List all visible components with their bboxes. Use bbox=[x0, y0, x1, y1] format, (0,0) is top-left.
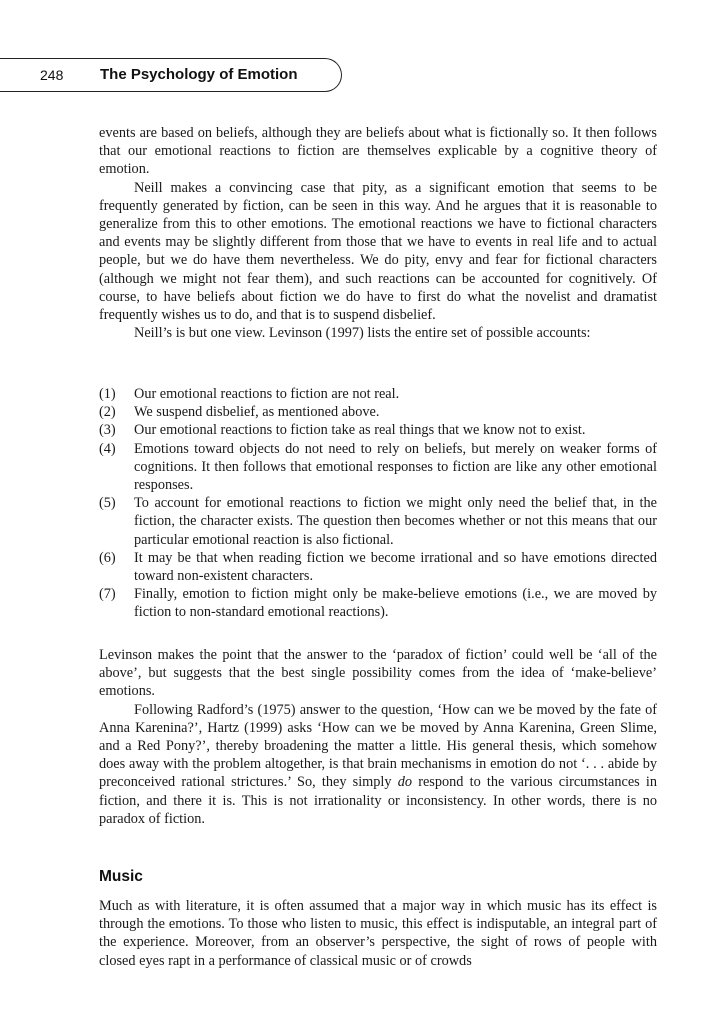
paragraph bbox=[99, 701, 657, 828]
middle-text-block bbox=[99, 646, 657, 828]
paragraph: Much as with literature, it is often assumed that a major way in which music has its effect is through the emotions. To those who listen to music, this effect is indisputable, an integral part of the experience. Moreover, from an observer’s perspective, the sight of rows of people with closed eyes rapt in a performance of classical music or of crowds bbox=[99, 898, 657, 969]
paragraph: events are based on beliefs, although they are beliefs about what is fictionally so. It then follows that our emotional reactions to fiction are themselves explicable by a cognitive theory of emotion. bbox=[99, 125, 657, 178]
list-item bbox=[99, 440, 657, 495]
list-item bbox=[99, 585, 657, 621]
list-number: (5) bbox=[99, 495, 116, 512]
music-text-block bbox=[99, 897, 657, 970]
paragraph-text: respond to the various circumstances in fiction, and there it is. This is not irrationality or inconsistency. In other words, there is no paradox of fiction. bbox=[99, 774, 658, 827]
paragraph-text: Following Radford’s (1975) answer to the question, ‘How can we be moved by the fate of Anna Karenina?’, Hartz (1999) asks ‘How can we be moved by Anna Karenina, Green Slime, and a Red Pony?’, thereby broadening the matter a little. His general thesis, which somehow does away with the problem altogether, is that brain mechanisms in emotion do not ‘. . . abide by preconceived rational strictures.’ So, they simply bbox=[99, 701, 657, 791]
list-text: Our emotional reactions to fiction take as real things that we know not to exist. bbox=[134, 422, 586, 439]
list-number: (3) bbox=[99, 422, 116, 439]
section-heading: Music bbox=[99, 868, 143, 885]
list-text: It may be that when reading fiction we become irrational and so have emotions directed toward non-existent characters. bbox=[134, 549, 657, 585]
paragraph: Levinson makes the point that the answer to the ‘paradox of fiction’ could well be ‘all of the above’, but suggests that the best single possibility comes from the idea of ‘make-believe’ emotions. bbox=[99, 647, 657, 700]
emphasis-text: do bbox=[397, 774, 413, 791]
list-item bbox=[99, 494, 657, 549]
list-item bbox=[99, 421, 657, 439]
accounts-list bbox=[99, 385, 657, 622]
accounts-list-block bbox=[99, 385, 657, 622]
paragraph: Neill makes a convincing case that pity, as a significant emotion that seems to be frequently generated by fiction, can be seen in this way. And he argues that it is reasonable to generalize from this to other emotions. The emotional reactions we have to fictional characters and events may be slightly different from those that we have to events in real life and to actual people, but we do have them nevertheless. We do pity, envy and fear for fictional characters (although we might not fear them), and such reactions can be accounted for cognitively. Of course, to have beliefs about fiction we do have to first do what the novelist and dramatist frequently wishes us to do, and that is to suspend disbelief. bbox=[99, 179, 657, 324]
list-number: (1) bbox=[99, 386, 116, 402]
list-item bbox=[99, 403, 657, 421]
paragraph: Neill’s is but one view. Levinson (1997) lists the entire set of possible accounts: bbox=[134, 325, 591, 342]
list-text: We suspend disbelief, as mentioned above. bbox=[134, 404, 380, 421]
list-text: Emotions toward objects do not need to rely on beliefs, but merely on weaker forms of cognitions. It then follows that emotional responses to fiction are like any other emotional responses. bbox=[134, 440, 657, 494]
list-number: (2) bbox=[99, 404, 116, 421]
list-text: Our emotional reactions to fiction are not real. bbox=[134, 386, 400, 402]
running-title: The Psychology of Emotion bbox=[100, 66, 298, 83]
list-item bbox=[99, 385, 657, 403]
list-number: (6) bbox=[99, 549, 116, 566]
list-number: (7) bbox=[99, 586, 116, 603]
page-number: 248 bbox=[40, 67, 64, 83]
list-text: To account for emotional reactions to fiction we might only need the belief that, in the fiction, the character exists. The question then becomes whether or not this means that our particular emotional reaction is also fictional. bbox=[134, 495, 657, 548]
list-item bbox=[99, 549, 657, 585]
list-number: (4) bbox=[99, 440, 116, 457]
list-text: Finally, emotion to fiction might only be make-believe emotions (i.e., we are moved by fiction to non-standard emotional reactions). bbox=[134, 586, 657, 621]
top-text-block bbox=[99, 124, 657, 342]
